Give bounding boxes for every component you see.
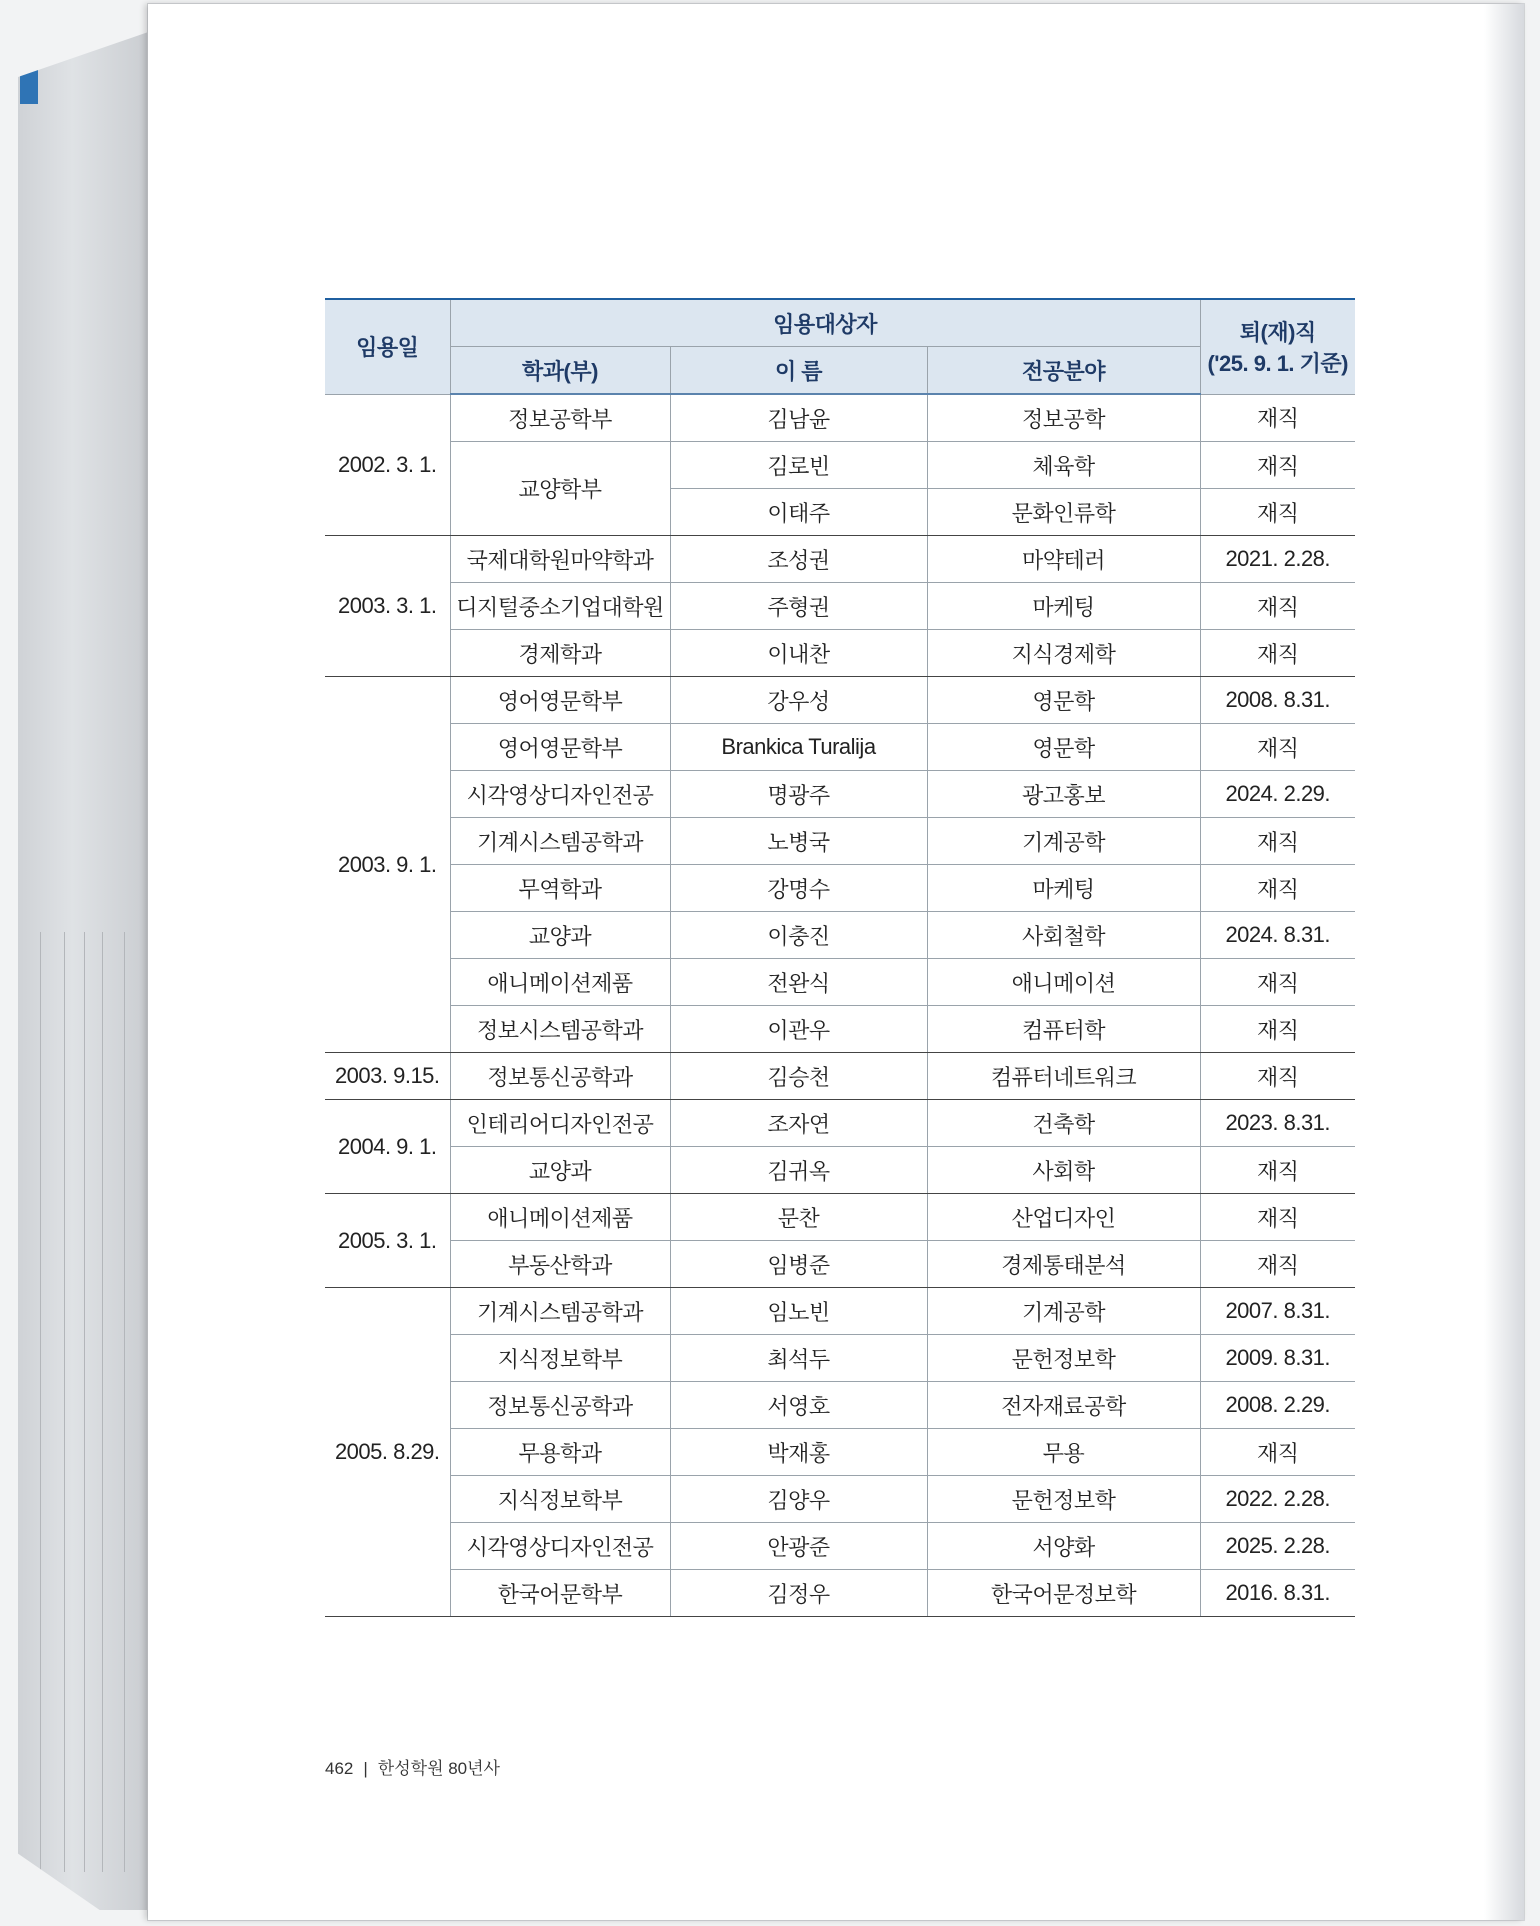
department-cell: 영어영문학부 — [450, 724, 670, 771]
appointment-date-cell: 2004. 9. 1. — [325, 1100, 450, 1194]
table-row — [325, 630, 1355, 677]
page-stack-edges — [18, 30, 154, 1910]
department-cell: 정보통신공학과 — [450, 1382, 670, 1429]
name-cell: 조자연 — [670, 1100, 927, 1147]
table-row — [325, 724, 1355, 771]
status-cell: 2021. 2.28. — [1200, 536, 1355, 583]
table-row — [325, 865, 1355, 912]
department-cell: 인테리어디자인전공 — [450, 1100, 670, 1147]
major-cell: 마케팅 — [927, 583, 1200, 630]
document-page — [148, 4, 1524, 1920]
status-cell: 재직 — [1200, 1147, 1355, 1194]
name-cell: 노병국 — [670, 818, 927, 865]
status-cell: 2007. 8.31. — [1200, 1288, 1355, 1335]
major-cell: 사회학 — [927, 1147, 1200, 1194]
name-cell: 이충진 — [670, 912, 927, 959]
name-cell: 김승천 — [670, 1053, 927, 1100]
table-row — [325, 583, 1355, 630]
table-row — [325, 394, 1355, 442]
name-cell: 김귀옥 — [670, 1147, 927, 1194]
department-cell: 교양학부 — [450, 442, 670, 536]
name-cell: 임노빈 — [670, 1288, 927, 1335]
department-cell: 기계시스템공학과 — [450, 1288, 670, 1335]
status-cell: 재직 — [1200, 1194, 1355, 1241]
status-cell: 2008. 2.29. — [1200, 1382, 1355, 1429]
major-cell: 영문학 — [927, 677, 1200, 724]
table-row — [325, 536, 1355, 583]
table-row — [325, 1382, 1355, 1429]
department-cell: 정보시스템공학과 — [450, 1006, 670, 1053]
appointment-date-cell: 2003. 9.15. — [325, 1053, 450, 1100]
department-cell: 영어영문학부 — [450, 677, 670, 724]
major-cell: 마약테러 — [927, 536, 1200, 583]
major-cell: 정보공학 — [927, 394, 1200, 442]
table-row — [325, 442, 1355, 489]
footer-separator: | — [363, 1759, 368, 1778]
status-cell: 재직 — [1200, 1429, 1355, 1476]
header-status — [1200, 299, 1355, 394]
department-cell: 교양과 — [450, 912, 670, 959]
page-edge-line — [102, 932, 103, 1872]
table-row — [325, 1006, 1355, 1053]
table-row — [325, 1570, 1355, 1617]
status-cell: 재직 — [1200, 489, 1355, 536]
major-cell: 영문학 — [927, 724, 1200, 771]
header-name: 이 름 — [670, 347, 927, 395]
major-cell: 전자재료공학 — [927, 1382, 1200, 1429]
book-title: 한성학원 80년사 — [377, 1759, 500, 1778]
name-cell: 김양우 — [670, 1476, 927, 1523]
page-edge-line — [40, 932, 41, 1872]
header-status-label: 퇴(재)직 — [1239, 319, 1316, 345]
table-row — [325, 1476, 1355, 1523]
name-cell: 전완식 — [670, 959, 927, 1006]
status-cell: 재직 — [1200, 724, 1355, 771]
header-status-basis: ('25. 9. 1. 기준) — [1207, 350, 1348, 376]
page-edge-line — [124, 932, 125, 1872]
department-cell: 지식정보학부 — [450, 1335, 670, 1382]
department-cell: 애니메이션제품 — [450, 1194, 670, 1241]
major-cell: 체육학 — [927, 442, 1200, 489]
status-cell: 2023. 8.31. — [1200, 1100, 1355, 1147]
name-cell: 김정우 — [670, 1570, 927, 1617]
appointment-date-cell: 2003. 9. 1. — [325, 677, 450, 1053]
department-cell: 시각영상디자인전공 — [450, 771, 670, 818]
status-cell: 2009. 8.31. — [1200, 1335, 1355, 1382]
table-row — [325, 1147, 1355, 1194]
header-appointment-date: 임용일 — [325, 299, 450, 394]
table-row — [325, 771, 1355, 818]
page-gutter-shadow — [1484, 4, 1524, 1920]
table-row — [325, 1194, 1355, 1241]
table-row — [325, 1241, 1355, 1288]
major-cell: 한국어문정보학 — [927, 1570, 1200, 1617]
name-cell: Brankica Turalija — [670, 724, 927, 771]
name-cell: 안광준 — [670, 1523, 927, 1570]
appointment-date-cell: 2002. 3. 1. — [325, 394, 450, 536]
name-cell: 임병준 — [670, 1241, 927, 1288]
department-cell: 애니메이션제품 — [450, 959, 670, 1006]
table-row — [325, 1523, 1355, 1570]
department-cell: 부동산학과 — [450, 1241, 670, 1288]
status-cell: 재직 — [1200, 442, 1355, 489]
appointment-date-cell: 2003. 3. 1. — [325, 536, 450, 677]
department-cell: 정보공학부 — [450, 394, 670, 442]
status-cell: 재직 — [1200, 630, 1355, 677]
major-cell: 서양화 — [927, 1523, 1200, 1570]
major-cell: 애니메이션 — [927, 959, 1200, 1006]
name-cell: 문찬 — [670, 1194, 927, 1241]
department-cell: 한국어문학부 — [450, 1570, 670, 1617]
major-cell: 기계공학 — [927, 818, 1200, 865]
name-cell: 서영호 — [670, 1382, 927, 1429]
table-row — [325, 1288, 1355, 1335]
header-appointees: 임용대상자 — [450, 299, 1200, 347]
status-cell: 2024. 2.29. — [1200, 771, 1355, 818]
name-cell: 이내찬 — [670, 630, 927, 677]
major-cell: 경제통태분석 — [927, 1241, 1200, 1288]
department-cell: 정보통신공학과 — [450, 1053, 670, 1100]
name-cell: 김로빈 — [670, 442, 927, 489]
table-row — [325, 818, 1355, 865]
department-cell: 국제대학원마약학과 — [450, 536, 670, 583]
page-edge-line — [64, 932, 65, 1872]
appointment-date-cell: 2005. 8.29. — [325, 1288, 450, 1617]
major-cell: 산업디자인 — [927, 1194, 1200, 1241]
name-cell: 이관우 — [670, 1006, 927, 1053]
status-cell: 재직 — [1200, 865, 1355, 912]
table-row — [325, 1100, 1355, 1147]
major-cell: 기계공학 — [927, 1288, 1200, 1335]
department-cell: 무용학과 — [450, 1429, 670, 1476]
name-cell: 주형권 — [670, 583, 927, 630]
status-cell: 재직 — [1200, 1006, 1355, 1053]
appointment-date-cell: 2005. 3. 1. — [325, 1194, 450, 1288]
name-cell: 이태주 — [670, 489, 927, 536]
status-cell: 재직 — [1200, 818, 1355, 865]
table-row — [325, 1335, 1355, 1382]
table-row — [325, 912, 1355, 959]
status-cell: 재직 — [1200, 959, 1355, 1006]
blue-index-tab — [20, 64, 38, 104]
department-cell: 무역학과 — [450, 865, 670, 912]
major-cell: 문헌정보학 — [927, 1335, 1200, 1382]
table-row — [325, 959, 1355, 1006]
major-cell: 사회철학 — [927, 912, 1200, 959]
name-cell: 강명수 — [670, 865, 927, 912]
status-cell: 2016. 8.31. — [1200, 1570, 1355, 1617]
status-cell: 재직 — [1200, 1053, 1355, 1100]
major-cell: 광고홍보 — [927, 771, 1200, 818]
department-cell: 디지털중소기업대학원 — [450, 583, 670, 630]
status-cell: 2024. 8.31. — [1200, 912, 1355, 959]
major-cell: 문화인류학 — [927, 489, 1200, 536]
department-cell: 경제학과 — [450, 630, 670, 677]
major-cell: 컴퓨터네트워크 — [927, 1053, 1200, 1100]
major-cell: 컴퓨터학 — [927, 1006, 1200, 1053]
appointment-table-body — [325, 394, 1355, 1617]
header-department: 학과(부) — [450, 347, 670, 395]
major-cell: 마케팅 — [927, 865, 1200, 912]
table-row — [325, 677, 1355, 724]
page-footer — [325, 1754, 500, 1779]
page-number: 462 — [325, 1759, 354, 1778]
status-cell: 재직 — [1200, 583, 1355, 630]
status-cell: 2025. 2.28. — [1200, 1523, 1355, 1570]
appointment-table — [325, 298, 1355, 1617]
page-edge-line — [84, 932, 85, 1872]
status-cell: 2022. 2.28. — [1200, 1476, 1355, 1523]
header-major: 전공분야 — [927, 347, 1200, 395]
name-cell: 최석두 — [670, 1335, 927, 1382]
status-cell: 재직 — [1200, 1241, 1355, 1288]
name-cell: 강우성 — [670, 677, 927, 724]
status-cell: 재직 — [1200, 394, 1355, 442]
name-cell: 박재홍 — [670, 1429, 927, 1476]
major-cell: 문헌정보학 — [927, 1476, 1200, 1523]
major-cell: 건축학 — [927, 1100, 1200, 1147]
status-cell: 2008. 8.31. — [1200, 677, 1355, 724]
major-cell: 지식경제학 — [927, 630, 1200, 677]
table-row — [325, 1053, 1355, 1100]
name-cell: 조성권 — [670, 536, 927, 583]
major-cell: 무용 — [927, 1429, 1200, 1476]
department-cell: 시각영상디자인전공 — [450, 1523, 670, 1570]
name-cell: 김남윤 — [670, 394, 927, 442]
table-row — [325, 1429, 1355, 1476]
name-cell: 명광주 — [670, 771, 927, 818]
department-cell: 기계시스템공학과 — [450, 818, 670, 865]
department-cell: 교양과 — [450, 1147, 670, 1194]
department-cell: 지식정보학부 — [450, 1476, 670, 1523]
